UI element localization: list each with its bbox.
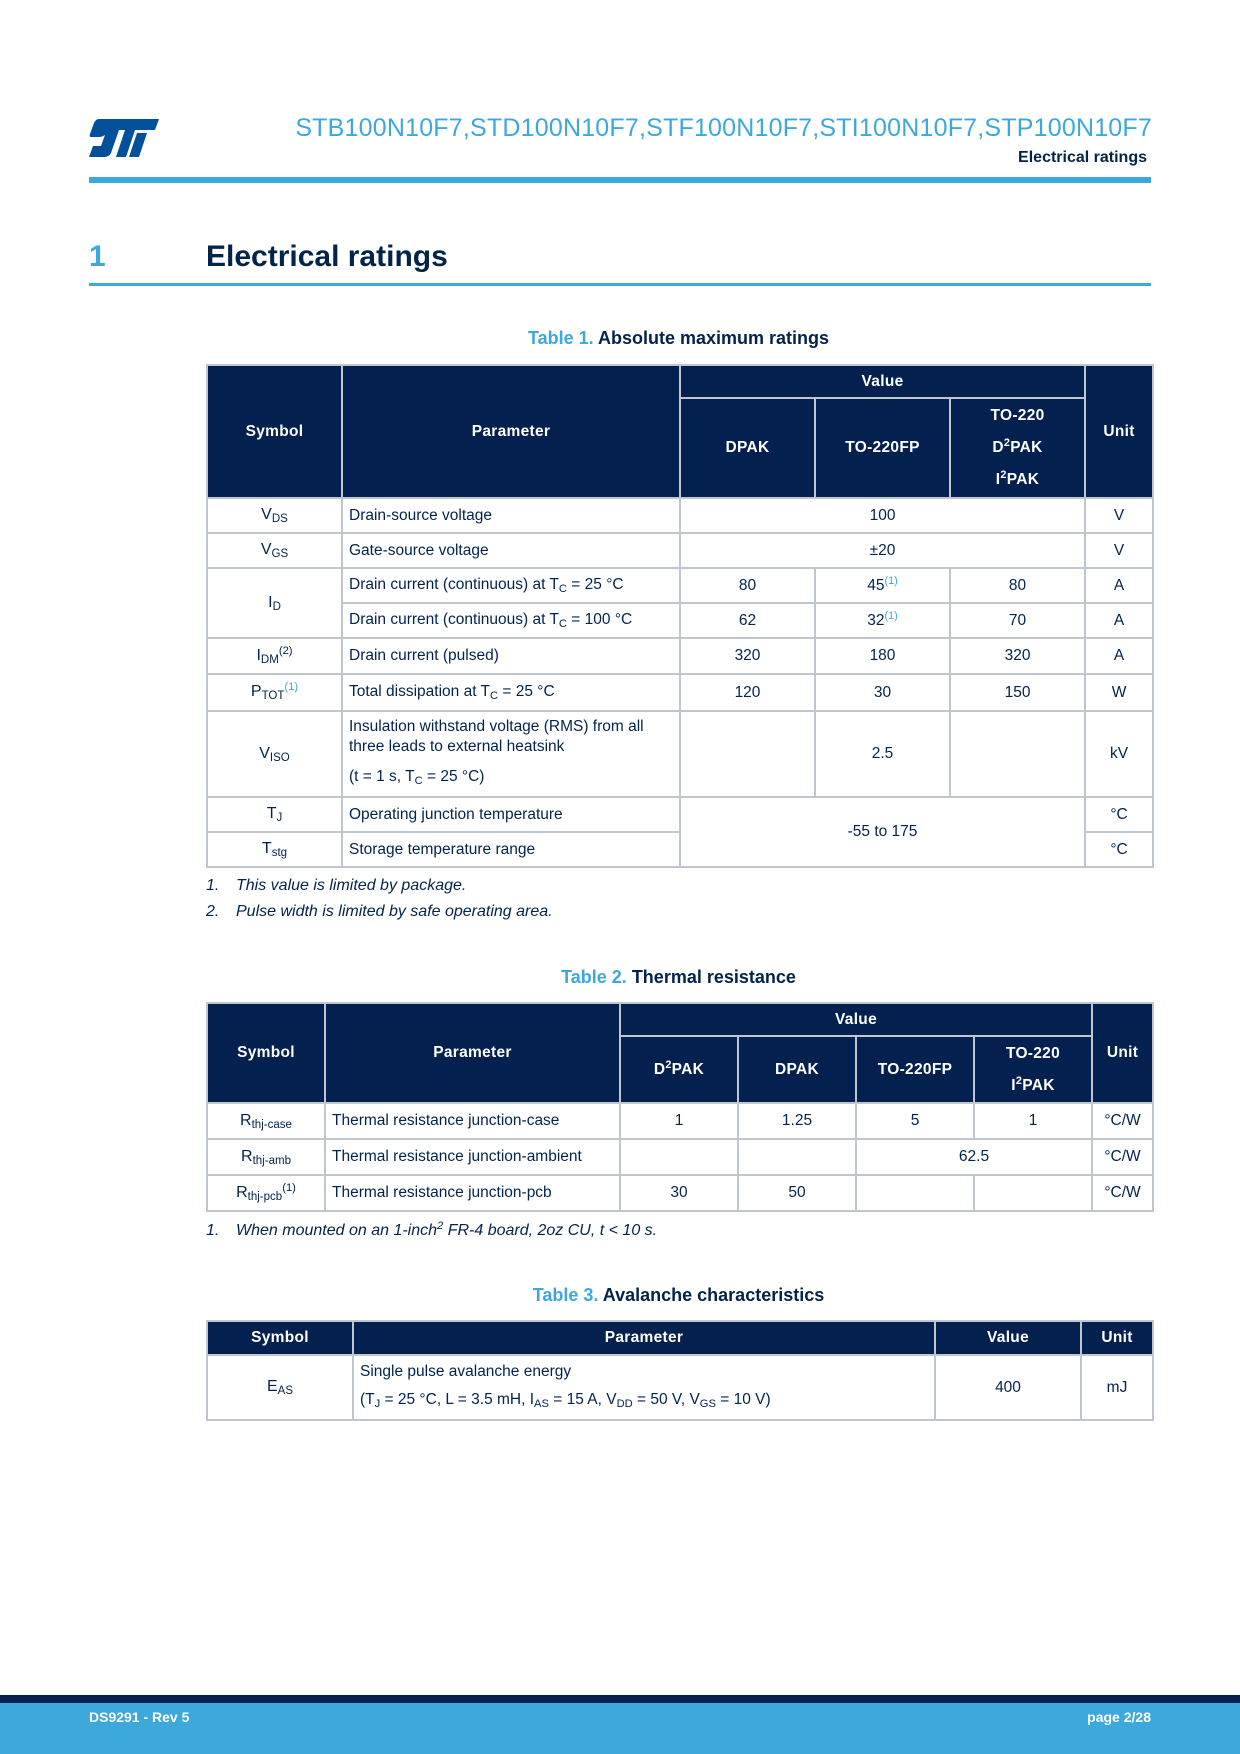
parameter-cell: Drain-source voltage xyxy=(342,498,680,533)
to220-value-cell: 150 xyxy=(950,674,1085,711)
symbol-cell: $E_{AS}$ xyxy=(207,1355,353,1420)
table-row xyxy=(207,533,1153,568)
table3-header-value: Value xyxy=(935,1321,1081,1355)
header-text: PAK xyxy=(1006,471,1040,488)
section-title: Electrical ratings xyxy=(206,240,448,273)
to220-value-cell: 80 xyxy=(950,568,1085,603)
table-row xyxy=(207,1175,1153,1211)
symbol-cell: $T_{stg}$ xyxy=(207,832,342,867)
to220-value-cell: 320 xyxy=(950,638,1085,674)
parameter-cell: Drain current (continuous) at $T_C = 100$ °C xyxy=(342,603,680,638)
to220-merged-value-cell: 62.5 xyxy=(856,1139,1092,1175)
header-text: I xyxy=(995,471,1001,488)
footnote-text: When mounted on an 1-inch xyxy=(236,1222,438,1239)
symbol-cell: $I_{DM}^{(2)}$ xyxy=(207,638,342,674)
footer-doc-id: DS9291 - Rev 5 xyxy=(89,1709,190,1725)
table1-header-value: Value xyxy=(680,365,1085,398)
parameter-cell: Insulation withstand voltage (RMS) from all three leads to external heatsink (t = 1 s, $T_C = 25$ °C) xyxy=(342,711,680,797)
footnote-number: 2. xyxy=(206,903,220,920)
footer-page-number: page 2/28 xyxy=(1087,1709,1151,1725)
symbol-cell: $V_{GS}$ xyxy=(207,533,342,568)
value-cell: 400 xyxy=(935,1355,1081,1420)
value-cell: 100 xyxy=(680,498,1085,533)
table3-header-parameter: Parameter xyxy=(353,1321,935,1355)
st-logo-icon xyxy=(89,119,159,157)
symbol-cell: $T_J$ xyxy=(207,797,342,832)
footnote-number: 1. xyxy=(206,877,220,894)
to220fp-value-cell: 5 xyxy=(856,1103,974,1139)
unit-cell: A xyxy=(1085,638,1153,674)
to220-value-cell: 70 xyxy=(950,603,1085,638)
parameter-cell: Drain current (continuous) at $T_C = 25$ °C xyxy=(342,568,680,603)
table3-header-symbol: Symbol xyxy=(207,1321,353,1355)
table2-thermal-resistance xyxy=(206,1002,1154,1212)
table1-footnote xyxy=(206,877,466,895)
table2-header-unit: Unit xyxy=(1092,1003,1153,1103)
table3-avalanche-characteristics xyxy=(206,1320,1154,1421)
dpak-value-cell: 80 xyxy=(680,568,815,603)
symbol-cell: $V_{DS}$ xyxy=(207,498,342,533)
table-row xyxy=(207,1103,1153,1139)
table2-caption-number: Table 2. xyxy=(561,967,627,987)
parameter-cell: Operating junction temperature xyxy=(342,797,680,832)
unit-cell: °C/W xyxy=(1092,1139,1153,1175)
table1-header-symbol: Symbol xyxy=(207,365,342,498)
table-row xyxy=(207,568,1153,603)
unit-cell: °C/W xyxy=(1092,1175,1153,1211)
unit-cell: W xyxy=(1085,674,1153,711)
to220fp-value-cell: 32$^{(1)}$ xyxy=(815,603,950,638)
table3-caption-title: Avalanche characteristics xyxy=(602,1285,825,1305)
parameter-cell: Thermal resistance junction-case xyxy=(325,1103,620,1139)
symbol-cell: $R_{thj-amb}$ xyxy=(207,1139,325,1175)
dpak-value-cell: 50 xyxy=(738,1175,856,1211)
to220fp-value-cell: 45$^{(1)}$ xyxy=(815,568,950,603)
to220-value-cell xyxy=(974,1175,1092,1211)
table3-caption-number: Table 3. xyxy=(532,1285,599,1305)
footnote-ref-link[interactable]: (1) xyxy=(284,681,299,693)
unit-cell: kV xyxy=(1085,711,1153,797)
header-text: PAK xyxy=(1010,439,1043,456)
table1-header-parameter: Parameter xyxy=(342,365,680,498)
table1-caption xyxy=(206,328,1151,349)
header-divider xyxy=(89,177,1151,183)
parameter-cell: Total dissipation at $T_C = 25$ °C xyxy=(342,674,680,711)
to220-value-cell: 1 xyxy=(974,1103,1092,1139)
table2-header-value: Value xyxy=(620,1003,1092,1036)
header-line xyxy=(951,432,1084,464)
dpak-value-cell: 120 xyxy=(680,674,815,711)
table1-caption-number: Table 1. xyxy=(527,328,594,348)
parameter-cell: Thermal resistance junction-pcb xyxy=(325,1175,620,1211)
table3-caption xyxy=(206,1285,1151,1306)
value-cell: -55 to 175 xyxy=(680,797,1085,867)
d2pak-value-cell: 30 xyxy=(620,1175,738,1211)
unit-cell: A xyxy=(1085,603,1153,638)
table-row xyxy=(207,638,1153,674)
header-text: D xyxy=(992,439,1004,456)
parameter-cell: Thermal resistance junction-ambient xyxy=(325,1139,620,1175)
table2-header-to220fp: TO-220FP xyxy=(856,1036,974,1103)
d2pak-value-cell: 1 xyxy=(620,1103,738,1139)
header-line xyxy=(951,464,1084,496)
table-row xyxy=(207,711,1153,797)
table2-header-parameter: Parameter xyxy=(325,1003,620,1103)
symbol-cell: $I_D$ xyxy=(207,568,342,638)
dpak-value-cell: 62 xyxy=(680,603,815,638)
unit-cell: V xyxy=(1085,498,1153,533)
header-sup: 2 xyxy=(1003,437,1011,449)
unit-cell: mJ xyxy=(1081,1355,1153,1420)
parameter-cell: Gate-source voltage xyxy=(342,533,680,568)
footnote-ref-link[interactable]: (1) xyxy=(884,574,898,587)
to220fp-value-cell: 180 xyxy=(815,638,950,674)
running-section-title: Electrical ratings xyxy=(1018,149,1147,166)
unit-cell: °C xyxy=(1085,797,1153,832)
unit-cell: V xyxy=(1085,533,1153,568)
dpak-value-cell xyxy=(738,1139,856,1175)
parameter-cell: Storage temperature range xyxy=(342,832,680,867)
dpak-value-cell: 320 xyxy=(680,638,815,674)
header-line: TO-220 xyxy=(1005,1044,1061,1062)
symbol-cell: $R_{thj-pcb}^{(1)}$ xyxy=(207,1175,325,1211)
to220-value-cell xyxy=(950,711,1085,797)
unit-cell: °C/W xyxy=(1092,1103,1153,1139)
section-divider xyxy=(89,283,1151,286)
footer-dark-band xyxy=(0,1695,1240,1703)
parameter-cell: Drain current (pulsed) xyxy=(342,638,680,674)
table-row xyxy=(207,603,1153,638)
to220fp-value-cell: 2.5 xyxy=(815,711,950,797)
value-cell: ±20 xyxy=(680,533,1085,568)
table1-caption-title: Absolute maximum ratings xyxy=(598,328,830,348)
parameter-cell: Single pulse avalanche energy ($T_J = 25$ °C, L = 3.5 mH, $I_{AS} = 15$ A, $V_{DD} = 50$ V, $V_{GS} = 10$ V) xyxy=(353,1355,935,1420)
table2-caption-title: Thermal resistance xyxy=(631,967,796,987)
section-number: 1 xyxy=(89,240,106,273)
header-line: TO-220 xyxy=(990,407,1045,424)
to220fp-value-cell xyxy=(856,1175,974,1211)
table1-absolute-maximum-ratings xyxy=(206,364,1154,868)
table-row xyxy=(207,674,1153,711)
header-line: $I^2PAK$ xyxy=(1011,1074,1055,1094)
dpak-value-cell xyxy=(680,711,815,797)
table-row xyxy=(207,1355,1153,1420)
footnote-text: Pulse width is limited by safe operating area. xyxy=(236,903,553,920)
to220fp-value-cell: 30 xyxy=(815,674,950,711)
table1-header-unit: Unit xyxy=(1085,365,1153,498)
table-row xyxy=(207,1139,1153,1175)
symbol-cell: $V_{ISO}$ xyxy=(207,711,342,797)
header-sup: 2 xyxy=(1000,469,1007,481)
document-title: STB100N10F7,STD100N10F7,STF100N10F7,STI100N10F7,STP100N10F7 xyxy=(295,114,1152,142)
d2pak-value-cell xyxy=(620,1139,738,1175)
table3-header-unit: Unit xyxy=(1081,1321,1153,1355)
symbol-cell: $P_{TOT}^{(1)}$ xyxy=(207,674,342,711)
table2-header-to220-i2pak xyxy=(974,1036,1092,1103)
table1-header-to220fp: TO-220FP xyxy=(815,398,950,498)
table2-header-dpak: DPAK xyxy=(738,1036,856,1103)
unit-cell: °C xyxy=(1085,832,1153,867)
table1-header-dpak: DPAK xyxy=(680,398,815,498)
footnote-number: 1. xyxy=(206,1222,220,1239)
footnote-ref-link[interactable]: (1) xyxy=(884,609,898,622)
table2-header-symbol: Symbol xyxy=(207,1003,325,1103)
table2-footnote: 1. When mounted on an 1-inch$^2$ FR-4 board, 2oz CU, t < 10 s. xyxy=(206,1220,658,1239)
footnote-text: FR-4 board, 2oz CU, t < 10 s. xyxy=(443,1222,658,1239)
symbol-cell: $R_{thj-case}$ xyxy=(207,1103,325,1139)
table1-header-to220-d2pak-i2pak xyxy=(950,398,1085,498)
footnote-text: This value is limited by package. xyxy=(236,877,467,894)
dpak-value-cell: 1.25 xyxy=(738,1103,856,1139)
table-row xyxy=(207,797,1153,832)
table2-caption xyxy=(206,967,1151,988)
unit-cell: A xyxy=(1085,568,1153,603)
table-row xyxy=(207,498,1153,533)
table1-footnote xyxy=(206,903,553,921)
table2-header-d2pak: $D^2PAK$ xyxy=(620,1036,738,1103)
